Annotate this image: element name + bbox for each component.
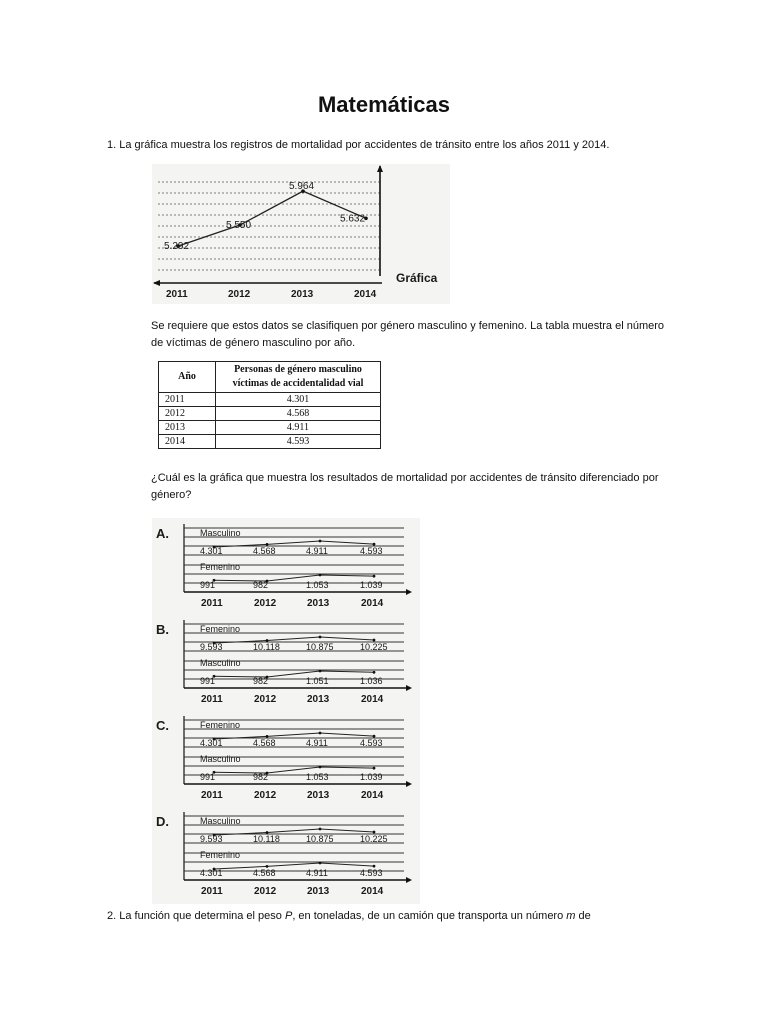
main-chart-svg (152, 164, 450, 304)
series-name: Masculino (200, 528, 241, 538)
x-tick-label: 2014 (361, 598, 384, 609)
x-axis-arrow (406, 589, 412, 595)
data-point (319, 540, 322, 543)
data-label: 10.875 (306, 642, 334, 652)
options-svg (152, 518, 420, 904)
data-label: 4.593 (360, 546, 383, 556)
data-label: 991 (200, 676, 216, 686)
series-name: Femenino (200, 850, 241, 860)
series-line (214, 671, 374, 677)
data-label: 4.593 (360, 868, 383, 878)
data-label: 10.875 (306, 834, 334, 844)
series-name: Masculino (200, 658, 241, 668)
data-label: 4.911 (306, 738, 328, 748)
data-label: 1.036 (360, 676, 383, 686)
x-axis-arrow (406, 877, 412, 883)
question-1-prompt: ¿Cuál es la gráfica que muestra los resultados de mortalidad por accidentes de tránsito diferenciado por género? (151, 472, 659, 501)
data-label: 4.301 (200, 868, 223, 878)
x-tick-label: 2012 (254, 790, 277, 801)
main-chart (152, 164, 450, 304)
data-label: 991 (200, 772, 216, 782)
page-title: Matemáticas (317, 92, 451, 117)
series-name: Femenino (200, 562, 241, 572)
data-label: 5.292 (164, 241, 190, 253)
series-name: Femenino (200, 720, 241, 730)
data-point (373, 671, 376, 674)
q2-var-m: m (566, 910, 576, 922)
data-label: 1.053 (306, 580, 329, 590)
data-point (319, 732, 322, 735)
series-name: Femenino (200, 624, 241, 634)
option-letter: A. (156, 526, 169, 541)
data-point (319, 862, 322, 865)
table-cell-year: 2011 (159, 393, 216, 407)
series-line (214, 575, 374, 581)
x-tick-label: 2013 (307, 886, 330, 897)
data-label: 982 (253, 580, 269, 590)
q2-var-p: P (284, 910, 293, 922)
table-cell-value: 4.301 (216, 393, 381, 407)
data-label: 9.593 (200, 642, 223, 652)
data-label: 1.039 (360, 772, 383, 782)
x-tick-label: 2013 (307, 790, 330, 801)
data-label: 4.568 (253, 546, 276, 556)
table-cell-value: 4.593 (216, 435, 381, 449)
series-name: Masculino (200, 754, 241, 764)
series-name: Masculino (200, 816, 241, 826)
q2-suffix: de (575, 910, 591, 922)
series-line (214, 767, 374, 773)
table-header-row (159, 362, 381, 393)
data-label: 1.039 (360, 580, 383, 590)
data-point (319, 828, 322, 831)
table-header-victims: Personas de género masculino víctimas de accidentalidad vial (216, 362, 381, 393)
q2-prefix: 2. La función que determina el peso (107, 910, 285, 922)
data-label: 1.053 (306, 772, 329, 782)
data-label: 4.301 (200, 738, 223, 748)
x-tick-label: 2012 (228, 289, 251, 300)
data-point (319, 670, 322, 673)
x-tick-label: 2012 (254, 598, 277, 609)
data-point (373, 767, 376, 770)
x-axis-arrow (406, 685, 412, 691)
data-label: 4.911 (306, 546, 328, 556)
data-table (158, 361, 381, 449)
options-panel (152, 518, 420, 904)
table-row (159, 435, 381, 449)
data-label: 10.225 (360, 642, 388, 652)
x-tick-label: 2013 (307, 694, 330, 705)
data-point (319, 636, 322, 639)
table-row (159, 393, 381, 407)
table-header-year: Año (159, 362, 216, 393)
data-point (373, 575, 376, 578)
data-label: 4.911 (306, 868, 328, 878)
table-row (159, 407, 381, 421)
data-label: 10.118 (253, 642, 280, 652)
data-label: 5.632 (340, 213, 366, 225)
data-label: 4.568 (253, 868, 276, 878)
question-1-text: 1. La gráfica muestra los registros de mortalidad por accidentes de tránsito entre los años 2011 y 2014. (107, 139, 610, 151)
x-tick-label: 2011 (201, 886, 223, 897)
x-axis-arrow (153, 280, 160, 286)
table-cell-year: 2013 (159, 421, 216, 435)
x-tick-label: 2012 (254, 694, 277, 705)
data-point (319, 766, 322, 769)
x-tick-label: 2014 (354, 289, 377, 300)
x-axis-arrow (406, 781, 412, 787)
table-cell-year: 2012 (159, 407, 216, 421)
question-1-paragraph: Se requiere que estos datos se clasifiquen por género masculino y femenino. La tabla muestra el número de víctimas de género masculino por año. (151, 320, 665, 349)
chart-title: Gráfica (396, 271, 438, 285)
x-tick-label: 2011 (201, 694, 223, 705)
x-tick-label: 2014 (361, 694, 384, 705)
data-label: 4.568 (253, 738, 276, 748)
x-tick-label: 2014 (361, 886, 384, 897)
data-label: 5.550 (226, 220, 252, 231)
x-tick-label: 2011 (201, 790, 223, 801)
data-label: 1.051 (306, 676, 329, 686)
data-label: 5.964 (289, 181, 315, 193)
data-label: 982 (253, 676, 269, 686)
x-tick-label: 2011 (201, 598, 223, 609)
table-cell-year: 2014 (159, 435, 216, 449)
data-point (319, 574, 322, 577)
data-label: 4.593 (360, 738, 383, 748)
option-letter: B. (156, 622, 169, 637)
data-label: 10.225 (360, 834, 388, 844)
option-letter: D. (156, 814, 169, 829)
q2-middle: , en toneladas, de un camión que transporta un número (292, 910, 567, 922)
option-letter: C. (156, 718, 169, 733)
data-label: 991 (200, 580, 216, 590)
series-line (214, 863, 374, 869)
x-tick-label: 2011 (166, 289, 188, 300)
question-2-text (107, 910, 591, 922)
y-axis-arrow (377, 165, 383, 172)
x-tick-label: 2014 (361, 790, 384, 801)
data-label: 10.118 (253, 834, 280, 844)
data-label: 982 (253, 772, 269, 782)
table-cell-value: 4.911 (216, 421, 381, 435)
x-tick-label: 2013 (291, 289, 314, 300)
series-line (178, 191, 366, 246)
x-tick-label: 2013 (307, 598, 330, 609)
table-cell-value: 4.568 (216, 407, 381, 421)
data-label: 9.593 (200, 834, 223, 844)
data-label: 4.301 (200, 546, 223, 556)
table-row (159, 421, 381, 435)
x-tick-label: 2012 (254, 886, 277, 897)
